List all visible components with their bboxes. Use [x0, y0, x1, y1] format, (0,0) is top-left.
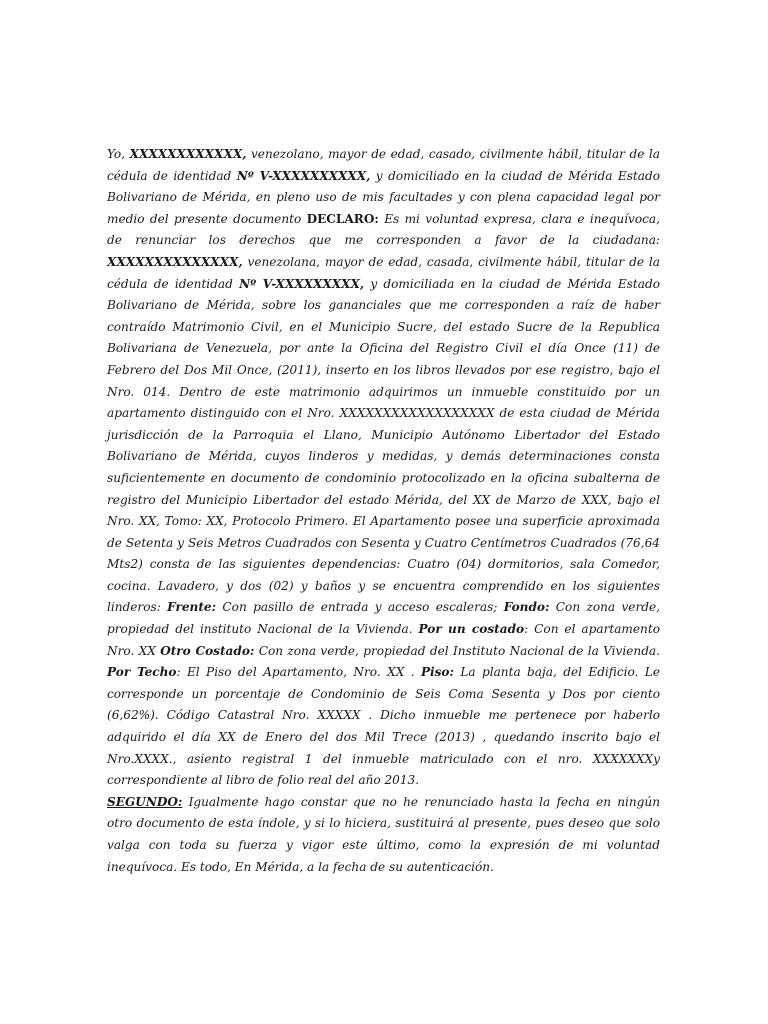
spouse-name: XXXXXXXXXXXXXX,: [107, 254, 243, 269]
piso-label: Piso:: [420, 665, 454, 680]
text-run: : Con el apartamento Nro. XX: [107, 622, 660, 658]
text-run: Con pasillo de entrada y acceso escaleras;: [216, 600, 504, 615]
spouse-id-number: Nº V-XXXXXXXXX,: [239, 276, 365, 291]
text-run: y domiciliada en la ciudad de Mérida Estado Bolivariano de Mérida, sobre los gananciales que me corresponden a raíz de haber contraído Matrimonio Civil, en el Municipio Sucre, del estado Sucre de la Republica Bolivariana de Venezuela, por ante la Oficina del Registro Civil el día Once (11) de Febrero del Dos Mil Once, (2011), inserto en los libros llevados por ese registro, bajo el Nro. 014. Dentro de este matrimonio adquirimos un inmueble constituido por un apartamento distinguido con el Nro. XXXXXXXXXXXXXXXXXX de esta ciudad de Mérida jurisdicción de la Parroquia el Llano, Municipio Autónomo Libertador del Estado Bolivariano de Mérida, cuyos linderos y medidas, y demás determinaciones consta suficientemente en documento de condominio protocolizado en la oficina subalterna de registro del Municipio Libertador del estado Mérida, del XX de Marzo de XXX, bajo el Nro. XX, Tomo: XX, Protocolo Primero. El Apartamento posee una superficie aproximada de Setenta y Seis Metros Cuadrados con Sesenta y Cuatro Centímetros Cuadrados (76,64 Mts2) consta de las siguientes dependencias: Cuatro (04) dormitorios, sala Comedor, cocina. Lavadero, y dos (02) y baños y se encuentra comprendido en los siguientes linderos:: [107, 276, 660, 615]
text-run: Es mi voluntad expresa, clara e inequívoca, de renunciar los derechos que me corresponden a favor de la ciudadana:: [107, 211, 660, 248]
fondo-label: Fondo:: [503, 600, 550, 615]
text-run: : El Piso del Apartamento, Nro. XX .: [176, 665, 421, 680]
paragraph-declaration: [107, 144, 660, 792]
declaro-heading: DECLARO:: [306, 211, 379, 226]
frente-label: Frente:: [167, 600, 217, 615]
otro-costado-label: Otro Costado:: [160, 643, 255, 658]
paragraph-segundo: [107, 792, 660, 878]
text-run: venezolana, mayor de edad, casada, civilmente hábil, titular de la cédula de identidad: [107, 254, 660, 291]
por-un-costado-label: Por un costado: [418, 622, 525, 637]
segundo-heading: SEGUNDO:: [107, 794, 183, 809]
text-run: Igualmente hago constar que no he renunciado hasta la fecha en ningún otro documento de esta índole, y si lo hiciera, sustituirá al presente, pues deseo que solo valga con toda su fuerza y vigor este último, como la expresión de mi voluntad inequívoca. Es todo, En Mérida, a la fecha de su autenticación.: [107, 794, 660, 874]
text-run: Con zona verde, propiedad del instituto Nacional de la Vivienda.: [107, 600, 660, 637]
text-run: La planta baja, del Edificio. Le corresponde un porcentaje de Condominio de Seis Coma Sesenta y Dos por ciento (6,62%). Código Catastral Nro. XXXXX . Dicho inmueble me pertenece por haberlo adquirido el día XX de Enero del dos Mil Trece (2013) , quedando inscrito bajo el Nro.XXXX., asiento registral 1 del inmueble matriculado con el nro. XXXXXXXy correspondiente al libro de folio real del año 2013.: [107, 665, 660, 788]
text-run: y domiciliado en la ciudad de Mérida Estado Bolivariano de Mérida, en pleno uso de mis facultades y con plena capacidad legal por medio del presente documento: [107, 168, 661, 226]
owner-id-number: Nº V-XXXXXXXXXX,: [236, 168, 371, 183]
owner-name: XXXXXXXXXXXX,: [129, 147, 247, 161]
text-run: Yo,: [107, 147, 130, 161]
document-body: [107, 144, 660, 878]
text-run: venezolano, mayor de edad, casado, civilmente hábil, titular de la cédula de identidad: [107, 147, 660, 183]
por-techo-label: Por Techo: [107, 665, 177, 680]
text-run: Con zona verde, propiedad del Instituto Nacional de la Vivienda.: [254, 643, 660, 658]
